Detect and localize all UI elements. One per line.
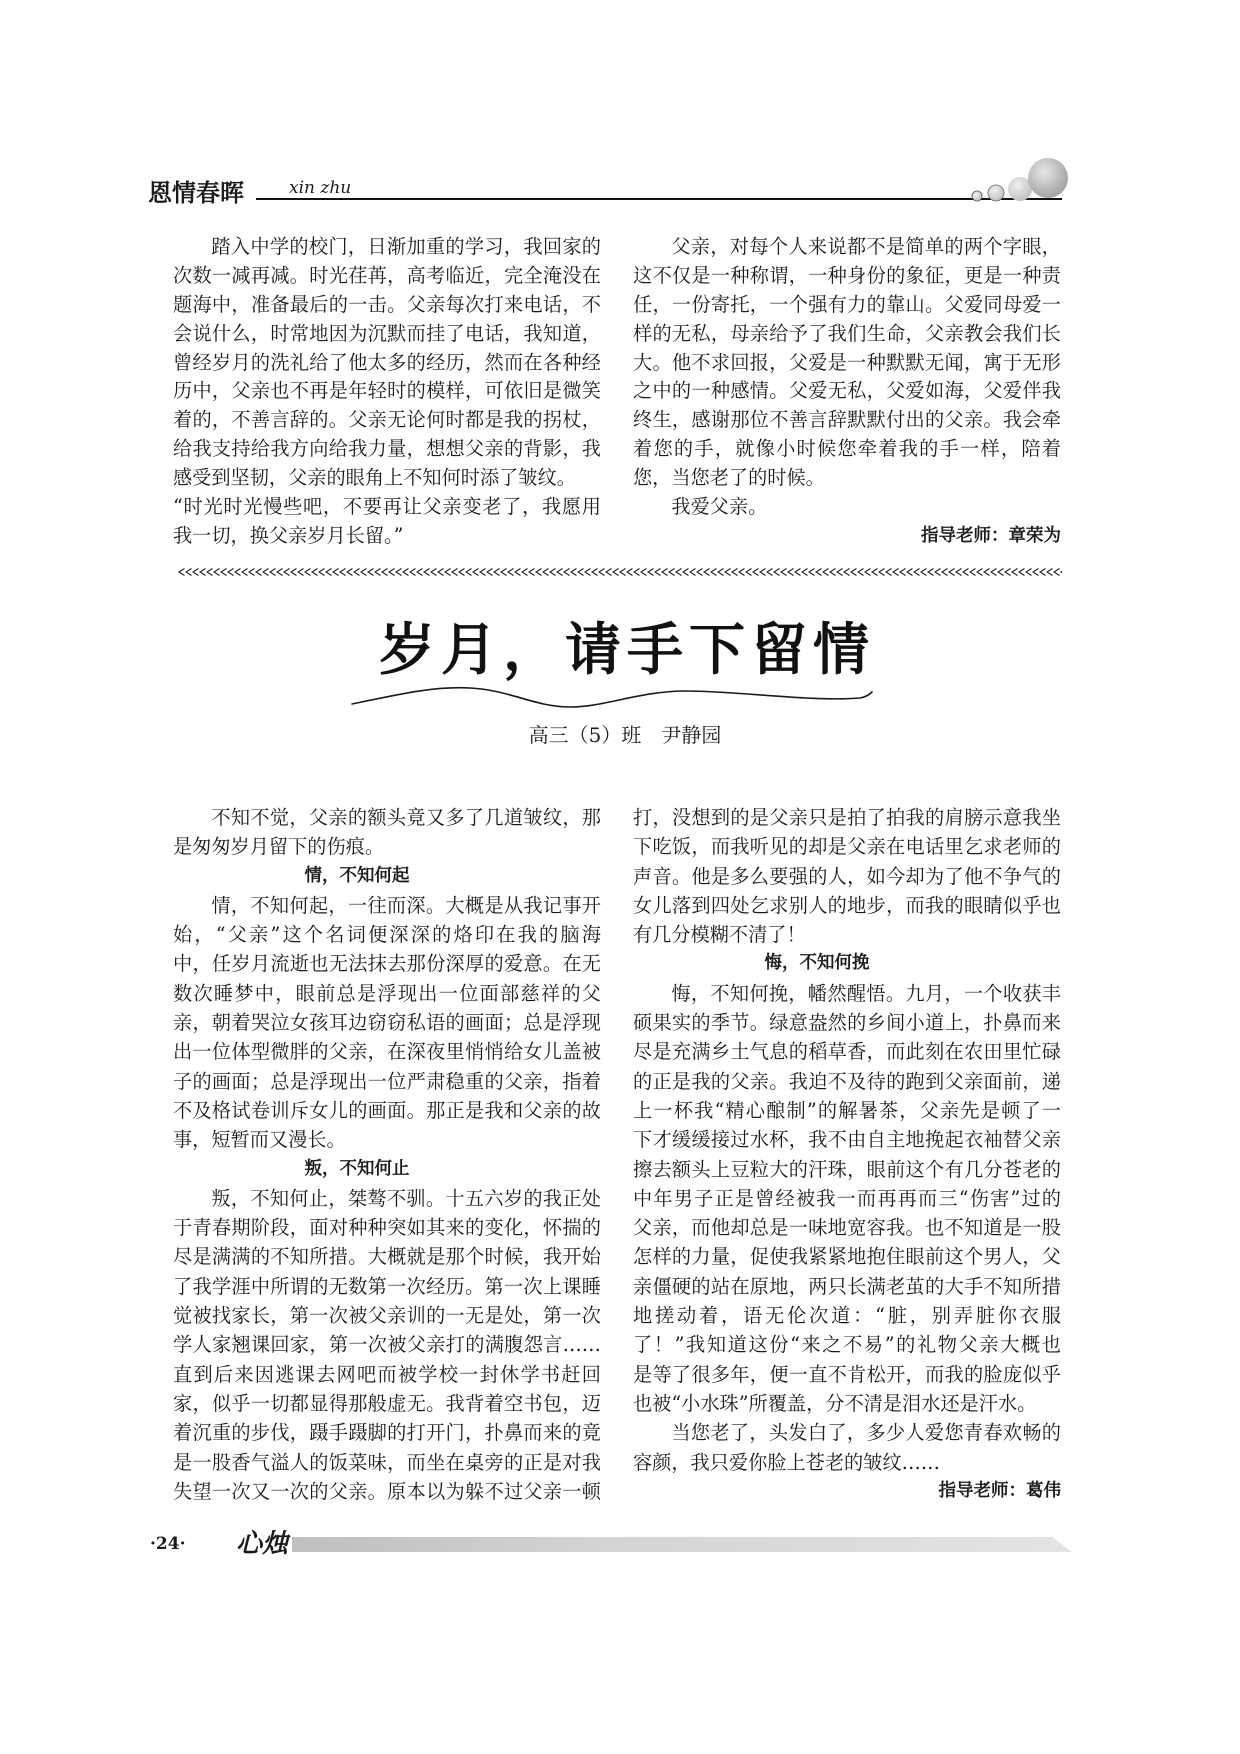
article-byline: 高三（5）班 尹静园: [528, 723, 722, 747]
text-line: 会说什么，时常地因为沉默而挂了电话，我知道，: [173, 321, 601, 345]
text-line: 曾经岁月的洗礼给了他太多的经历，然而在各种经: [173, 350, 601, 374]
text-line: 数次睡梦中，眼前总是浮现出一位面部慈祥的父: [173, 981, 601, 1005]
text-line: 家，似乎一切都显得那般虚无。我背着空书包，迈: [173, 1391, 601, 1415]
title-wave-underline: [340, 680, 880, 720]
text-line: 题海中，准备最后的一击。父亲每次打来电话，不: [173, 292, 601, 316]
text-line: 的正是我的父亲。我迫不及待的跑到父亲面前，递: [633, 1069, 1061, 1093]
text-line: 这不仅是一种称谓，一种身份的象征，更是一种责: [633, 263, 1061, 287]
text-line: 不知不觉，父亲的额头竟又多了几道皱纹，那: [211, 806, 601, 829]
advisor-credit: 指导老师：葛伟: [938, 1480, 1061, 1501]
text-line: 于青春期阶段，面对种种突如其来的变化，怀揣的: [173, 1216, 601, 1240]
text-line: 事，短暂而又漫长。: [173, 1128, 346, 1152]
article-title: 岁月，请手下留情: [379, 617, 875, 683]
text-line: 当您老了，头发白了，多少人爱您青春欢畅的: [671, 1421, 1061, 1445]
text-line: 大。他不求回报，父爱是一种默默无闻，寓于无形: [633, 350, 1061, 374]
text-line: 下才缓缓接过水杯，我不由自主地挽起衣袖替父亲: [633, 1128, 1061, 1152]
text-line: 中年男子正是曾经被我一而再再而三“伤害”过的: [633, 1186, 1061, 1210]
text-line: 任，一份寄托，一个强有力的靠山。父爱同母爱一: [633, 292, 1061, 316]
text-line: 历中，父亲也不再是年轻时的模样，可依旧是微笑: [173, 379, 601, 403]
text-line: 中，任岁月流逝也无法抹去那份深厚的爱意。在无: [173, 952, 601, 976]
text-line: 是等了很多年，便一直不肯松开，而我的脸庞似乎: [633, 1362, 1061, 1386]
article-left-column: [173, 803, 601, 1506]
text-line: 始，“父亲”这个名词便深深的烙印在我的脑海: [173, 923, 601, 947]
text-line: 感受到坚韧，父亲的眼角上不知何时添了皱纹。: [173, 466, 576, 490]
text-line: 父亲，而他却总是一味地宽容我。也不知道是一股: [633, 1216, 1061, 1240]
text-line: 下吃饭，而我听见的却是父亲在电话里乞求老师的: [633, 835, 1061, 859]
section-pinyin: xin zhu: [289, 178, 352, 198]
text-line: 学人家翘课回家，第一次被父亲打的满腹怨言……: [173, 1333, 601, 1357]
text-line: 是匆匆岁月留下的伤痕。: [173, 835, 385, 859]
text-line: 踏入中学的校门，日渐加重的学习，我回家的: [211, 235, 601, 258]
text-line: 亲僵硬的站在原地，两只长满老茧的大手不知所措: [633, 1274, 1061, 1298]
text-line: 您，当您老了的时候。: [633, 466, 825, 490]
text-line: 怎样的力量，促使我紧紧地抱住眼前这个男人，父: [633, 1245, 1061, 1269]
text-line: 我一切，换父亲岁月长留。”: [173, 523, 404, 547]
text-line: 女儿落到四处乞求别人的地步，而我的眼睛似乎也: [633, 893, 1061, 917]
text-line: 硕果实的季节。绿意盎然的乡间小道上，扑鼻而来: [633, 1011, 1061, 1035]
text-line: 打，没想到的是父亲只是拍了拍我的肩膀示意我坐: [633, 806, 1061, 829]
text-line: 叛，不知何止，桀骜不驯。十五六岁的我正处: [211, 1186, 601, 1210]
bubble-decoration-icon: [960, 154, 1070, 204]
text-line: 声音。他是多么要强的人，如今却为了他不争气的: [633, 864, 1061, 888]
text-line: 是一股香气溢人的饭菜味，而坐在桌旁的正是对我: [173, 1450, 601, 1474]
text-line: 子的画面；总是浮现出一位严肃稳重的父亲，指着: [173, 1069, 601, 1093]
previous-article-left-column: [173, 233, 601, 551]
text-line: 也被“小水珠”所覆盖，分不清是泪水还是汗水。: [633, 1391, 1037, 1415]
zigzag-divider: [178, 567, 1062, 577]
header-rule: [256, 198, 1062, 200]
text-line: 擦去额头上豆粒大的汗珠，眼前这个有几分苍老的: [633, 1157, 1061, 1181]
text-line: 容颜，我只爱你脸上苍老的皱纹……: [633, 1450, 940, 1474]
text-line: 之中的一种感情。父爱无私，父爱如海，父爱伴我: [633, 379, 1061, 403]
text-line: 尽是满满的不知所措。大概就是那个时候，我开始: [173, 1245, 601, 1269]
bubble-small: [988, 185, 1004, 201]
text-line: 给我支持给我方向给我力量，想想父亲的背影，我: [173, 437, 601, 461]
text-line: 上一杯我“精心酿制”的解暑茶，父亲先是顿了一: [633, 1098, 1061, 1122]
text-line: 次数一减再减。时光荏苒，高考临近，完全淹没在: [173, 263, 601, 287]
text-line: 我爱父亲。: [671, 495, 768, 519]
footer-bar: [292, 1537, 1072, 1552]
bubble-large: [1028, 158, 1068, 198]
text-line: 尽是充满乡土气息的稻草香，而此刻在农田里忙碌: [633, 1040, 1061, 1064]
text-line: “时光时光慢些吧，不要再让父亲变老了，我愿用: [173, 495, 601, 519]
text-line: 觉被找家长，第一次被父亲训的一无是处，第一次: [173, 1304, 601, 1328]
text-line: 失望一次又一次的父亲。原本以为躲不过父亲一顿: [173, 1479, 601, 1503]
magazine-name: 心烛: [236, 1529, 289, 1559]
previous-article-right-column: [633, 233, 1061, 551]
page-number: ·24·: [150, 1534, 186, 1554]
text-line: 着您的手，就像小时候您牵着我的手一样，陪着: [633, 437, 1061, 461]
section-heading: 叛，不知何止: [304, 1158, 410, 1179]
text-line: 终生，感谢那位不善言辞默默付出的父亲。我会牵: [633, 408, 1061, 432]
text-line: 出一位体型微胖的父亲，在深夜里悄悄给女儿盖被: [173, 1040, 601, 1064]
text-line: 有几分模糊不清了！: [633, 923, 806, 947]
text-line: 地搓动着，语无伦次道：“脏，别弄脏你衣服: [633, 1304, 1061, 1328]
text-line: 着沉重的步伐，蹑手蹑脚的打开门，扑鼻而来的竟: [173, 1421, 601, 1445]
text-line: 不及格试卷训斥女儿的画面。那正是我和父亲的故: [173, 1098, 601, 1122]
text-line: 样的无私，母亲给予了我们生命，父亲教会我们长: [633, 321, 1061, 345]
text-line: 情，不知何起，一往而深。大概是从我记事开: [211, 893, 601, 917]
section-title: 恩情春晖: [148, 179, 244, 207]
article-right-column: [633, 803, 1061, 1506]
bubble-tiny: [972, 191, 982, 201]
text-line: 父亲，对每个人来说都不是简单的两个字眼，: [671, 235, 1061, 258]
text-line: 着的，不善言辞的。父亲无论何时都是我的拐杖，: [173, 408, 601, 432]
text-line: 了！”我知道这份“来之不易”的礼物父亲大概也: [633, 1333, 1061, 1357]
text-line: 直到后来因逃课去网吧而被学校一封休学书赶回: [173, 1362, 601, 1386]
section-heading: 情，不知何起: [304, 865, 410, 886]
text-line: 了我学涯中所谓的无数第一次经历。第一次上课睡: [173, 1274, 601, 1298]
text-line: 悔，不知何挽，幡然醒悟。九月，一个收获丰: [671, 981, 1061, 1005]
section-heading: 悔，不知何挽: [764, 953, 870, 974]
text-line: 亲，朝着哭泣女孩耳边窃窃私语的画面；总是浮现: [173, 1011, 601, 1035]
advisor-credit: 指导老师：章荣为: [921, 525, 1061, 546]
